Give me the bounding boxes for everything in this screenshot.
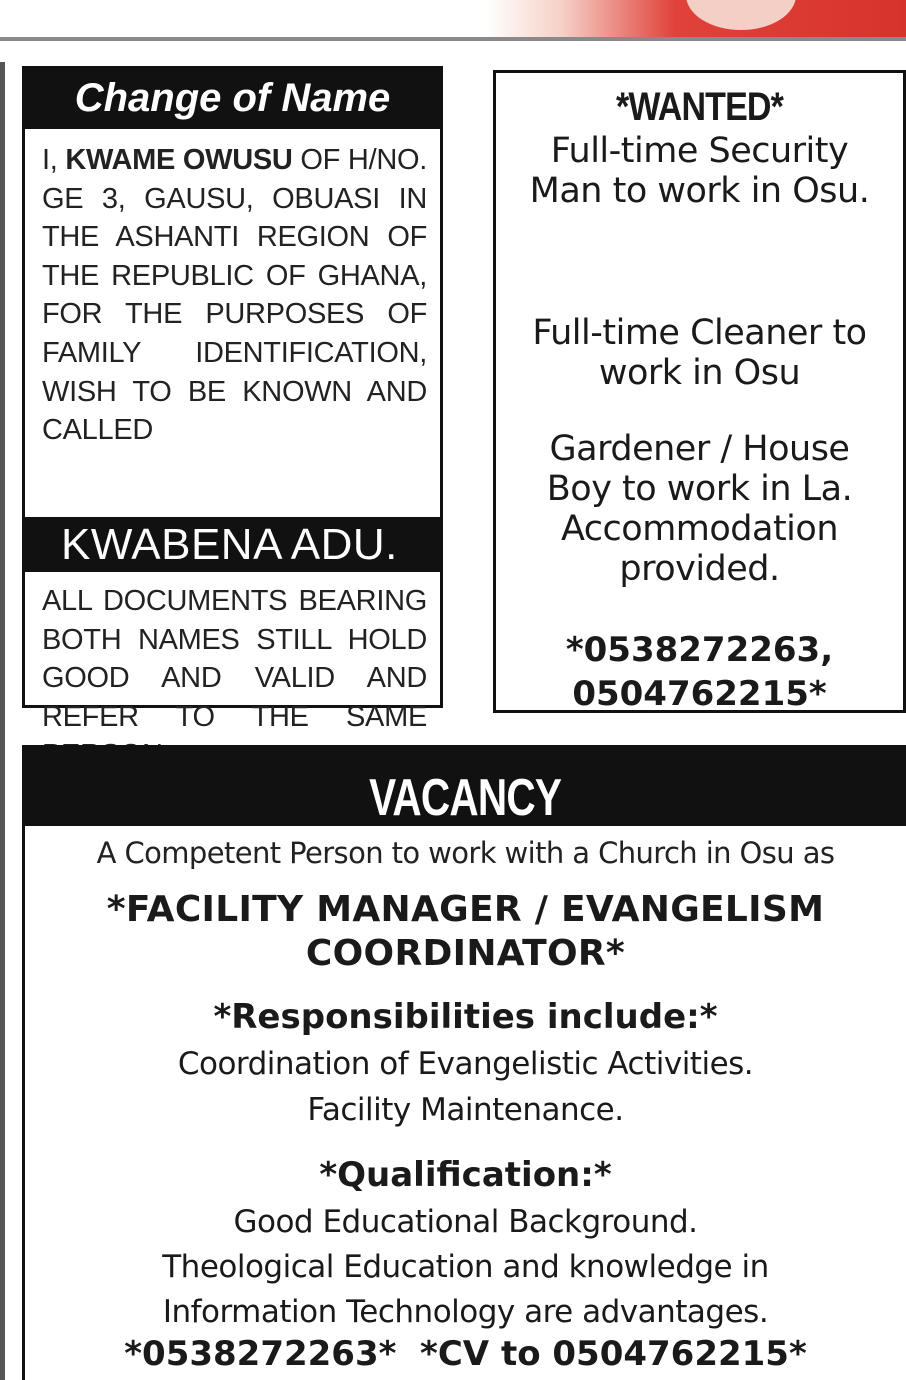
wanted-phone-numbers — [496, 628, 903, 716]
wanted-line: Gardener / House — [549, 429, 850, 469]
left-column-rule — [0, 62, 5, 1380]
change-of-name-declaration — [42, 141, 427, 450]
wanted-line: Boy to work in La. — [546, 469, 853, 509]
responsibility-item: Facility Maintenance. — [307, 1092, 624, 1128]
responsibility-item: Coordination of Evangelistic Activities. — [177, 1046, 754, 1082]
vacancy-intro: A Competent Person to work with a Church in Osu as — [96, 836, 835, 870]
qualification-item: Information Technology are advantages. — [162, 1294, 769, 1330]
responsibilities-list — [25, 1041, 906, 1133]
responsibilities-heading: *Responsibilities include:* — [213, 997, 718, 1037]
top-strip — [0, 0, 906, 38]
vacancy-contact: *0538272263* *CV to 0504762215* — [124, 1334, 807, 1374]
qualification-item: Good Educational Background. — [233, 1204, 698, 1240]
vacancy-role-line: *FACILITY MANAGER / EVANGELISM — [106, 889, 825, 930]
wanted-phone-2: 0504762215* — [572, 674, 827, 714]
qualification-heading: *Qualification:* — [319, 1155, 612, 1195]
wanted-advert — [493, 70, 906, 713]
declaration-prefix: I, — [42, 144, 66, 176]
wanted-line: provided. — [619, 549, 780, 589]
wanted-title: *WANTED* — [616, 85, 783, 129]
declaration-text: OF H/NO. GE 3, GAUSU, OBUASI IN THE ASHANTI REGION OF THE REPUBLIC OF GHANA, FOR THE PURPOSES OF FAMILY IDENTIFICATION, WISH TO BE KNOWN AND CALLED — [42, 144, 427, 447]
top-divider — [0, 37, 906, 41]
change-of-name-title: Change of Name — [25, 69, 440, 129]
vacancy-role — [25, 888, 906, 976]
top-decorative-image — [486, 0, 906, 38]
old-name: KWAME OWUSU — [65, 144, 293, 176]
vacancy-role-line: COORDINATOR* — [305, 933, 626, 974]
qualification-item: Theological Education and knowledge in — [162, 1249, 769, 1285]
wanted-line: Full-time Security — [550, 131, 849, 171]
vacancy-header — [25, 748, 906, 826]
new-name: KWABENA ADU. — [25, 517, 440, 572]
wanted-line: Full-time Cleaner to — [532, 313, 867, 353]
qualification-list — [25, 1200, 906, 1335]
wanted-phone-1: *0538272263, — [565, 630, 834, 670]
wanted-item-cleaner — [496, 313, 903, 393]
change-of-name-advert — [22, 66, 443, 733]
wanted-line: Accommodation — [560, 509, 839, 549]
vacancy-title: VACANCY — [369, 769, 562, 826]
wanted-item-security — [496, 131, 903, 211]
wanted-line: work in Osu — [598, 353, 801, 393]
wanted-item-gardener — [496, 429, 903, 589]
wanted-line: Man to work in Osu. — [529, 171, 870, 211]
change-of-name-closing: ALL DOCUMENTS BEARING BOTH NAMES STILL HOLD GOOD AND VALID AND REFER TO THE SAME — [42, 585, 427, 733]
vacancy-advert — [22, 745, 906, 1380]
